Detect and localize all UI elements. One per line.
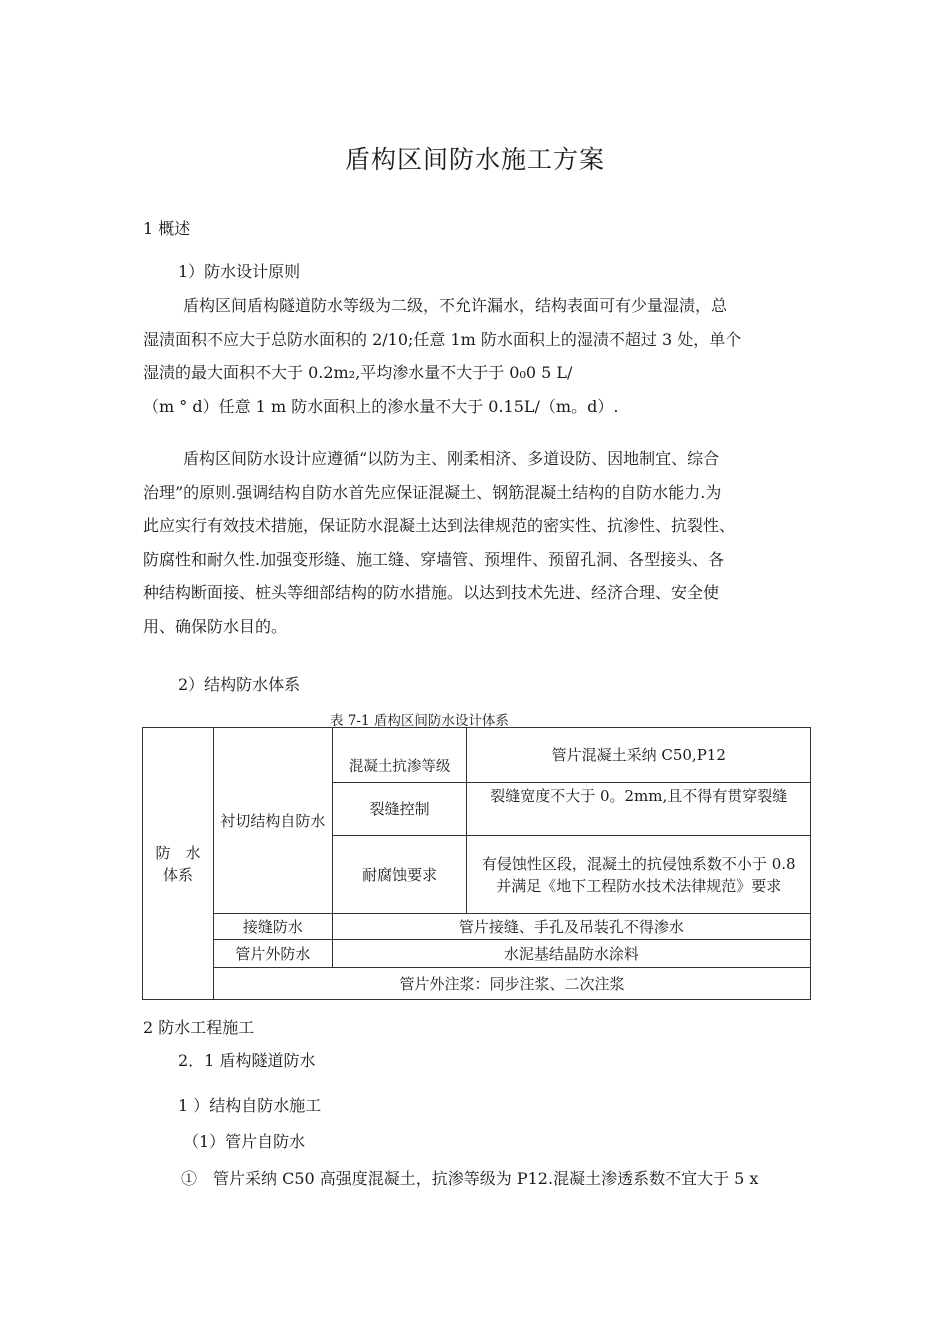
- paragraph-line: 湿渍面积不应大于总防水面积的 2/10;任意 1m 防水面积上的湿渍不超过 3 处，单个: [143, 329, 742, 349]
- table-cell-value: 有侵蚀性区段，混凝土的抗侵蚀系数不小于 0.8 并满足《地下工程防水技术法律规范》要求: [467, 836, 811, 914]
- table-cell-item: 管片外防水: [213, 940, 332, 968]
- paragraph-line: 用、确保防水目的。: [143, 616, 288, 636]
- paragraph-line: 治理”的原则.强调结构自防水首先应保证混凝土、钢筋混凝土结构的自防水能力.为: [143, 482, 722, 502]
- subsection-heading-self-waterproof: 1 ）结构自防水施工: [178, 1096, 322, 1115]
- table-cell-value: 管片接缝、手孔及吊装孔不得渗水: [332, 914, 810, 940]
- subsection-heading-structure-system: 2）结构防水体系: [178, 675, 301, 694]
- paragraph-line: 盾构区间盾构隧道防水等级为二级，不允许漏水，结构表面可有少量湿渍，总: [183, 296, 728, 315]
- list-item-segment-concrete: ① 管片采纳 C50 高强度混凝土，抗渗等级为 P12.混凝土渗透系数不宜大于 5 x: [181, 1169, 759, 1188]
- table-cell-item: 耐腐蚀要求: [332, 836, 467, 914]
- section-heading-overview: 1 概述: [143, 219, 191, 238]
- paragraph-line: 种结构断面接、桩头等细部结构的防水措施。以达到技术先进、经济合理、安全使: [143, 583, 720, 602]
- subsection-heading-tunnel: 2．1 盾构隧道防水: [178, 1051, 316, 1070]
- table-cell-item: 裂缝控制: [332, 783, 467, 836]
- waterproof-design-table: [142, 727, 811, 1000]
- section-heading-construction: 2 防水工程施工: [143, 1018, 255, 1037]
- table-cell-system: [143, 728, 214, 1000]
- subsection-heading-design-principle: 1）防水设计原则: [178, 262, 301, 281]
- paragraph-waterproof-grade: [143, 289, 811, 423]
- subsection-heading-segment: （1）管片自防水: [183, 1132, 306, 1151]
- table-cell-value: 管片外注浆：同步注浆、二次注浆: [213, 968, 810, 1000]
- document-title: 盾构区间防水施工方案: [344, 145, 605, 174]
- paragraph-line: 盾构区间防水设计应遵循“以防为主、刚柔相济、多道设防、因地制宜、综合: [183, 449, 720, 468]
- paragraph-line: （m ° d）任意 1 m 防水面积上的渗水量不大于 0.15L/（m。d）.: [143, 396, 619, 416]
- table-cell-item: 混凝土抗渗等级: [332, 728, 467, 783]
- table-cell-lining: 衬切结构自防水: [213, 728, 332, 914]
- system-label-line2: 体系: [162, 865, 193, 884]
- table-cell-item: 接缝防水: [213, 914, 332, 940]
- table-cell-value: 水泥基结晶防水涂料: [332, 940, 810, 968]
- paragraph-line: 防腐性和耐久性.加强变形缝、施工缝、穿墙管、预埋件、预留孔洞、各型接头、各: [143, 549, 725, 569]
- table-cell-value: 裂缝宽度不大于 0。2mm,且不得有贯穿裂缝: [467, 783, 811, 836]
- paragraph-line: 此应实行有效技术措施，保证防水混凝土达到法律规范的密实性、抗渗性、抗裂性、: [143, 516, 736, 535]
- system-label-line1: 防 水: [155, 843, 201, 862]
- paragraph-design-principle: [143, 442, 811, 643]
- table-cell-value: 管片混凝土采纳 C50,P12: [467, 728, 811, 783]
- paragraph-line: 湿渍的最大面积不大于 0.2m₂,平均渗水量不大于于 0₀0 5 L/: [143, 363, 573, 382]
- table-caption: 表 7-1 盾构区间防水设计体系: [330, 713, 509, 729]
